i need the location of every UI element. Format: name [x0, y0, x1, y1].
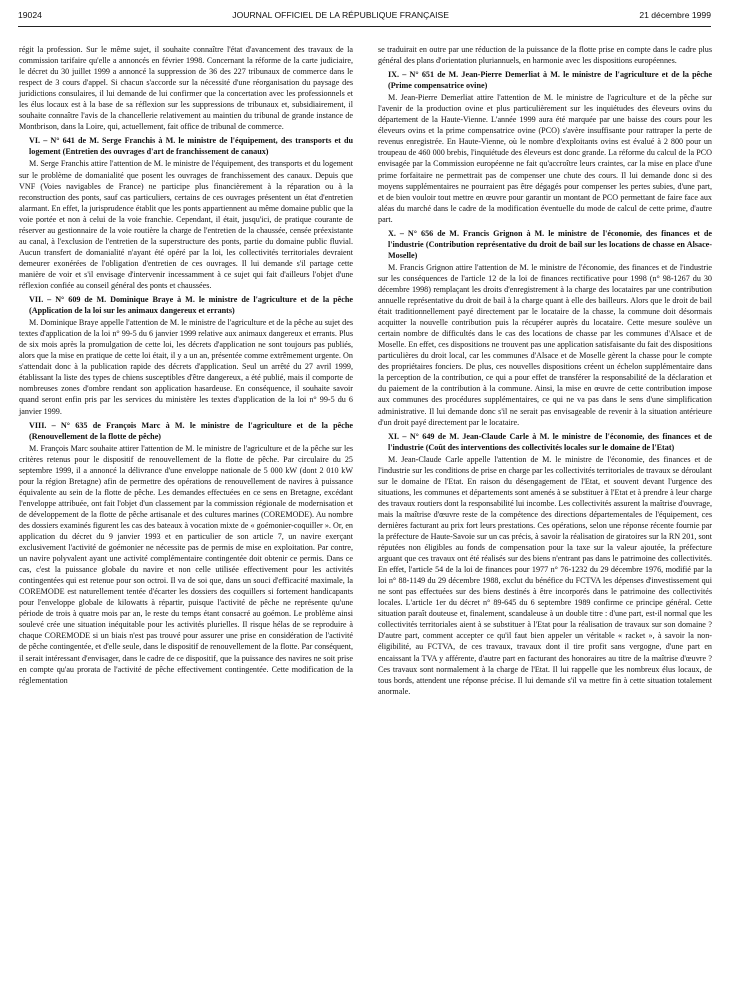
question-651-body: M. Jean-Pierre Demerliat attire l'attention de M. le ministre de l'agriculture et de la pêche sur l'avenir de la production ovine et plus particulièrement sur les inquiétudes des éleveurs ovins du département de la Haute-Vienne. L'année 1999 aura été marquée par une baisse des cours pour les éleveurs ovins et la prime compensatrice ovine (PCO) s'avère insuffisante pour rattraper la perte de revenus enregistrée. En Haute-Vienne, où le nombre d'exploitants ovins est évalué à 2 800 pour un troupeau de 460 000 brebis, l'inquiétude des éleveurs est donc grande. La réforme du calcul de la PCO envisagée par la Commission européenne ne fait qu'accroître leurs craintes, car la mise en place d'une prime forfaitaire ne permettrait pas de compenser une chute des cours. Il lui demande donc si des moyens supplémentaires ne pourraient pas être dégagés pour compenser les pertes subies, d'une part, et de bien vouloir tout mettre en œuvre pour garantir un montant de PCO permettant de faire face aux aléas du marché dans le cadre de la modification éventuelle du mode de calcul de cette prime, d'autre part. — [378, 93, 712, 224]
question-635-continuation: se traduirait en outre par une réduction de la puissance de la flotte prise en compte dans le cadre plus général des plans d'orientation pluriannuels, en harmonie avec les dispositions européennes. — [378, 45, 712, 66]
question-609-body: M. Dominique Braye appelle l'attention de M. le ministre de l'agriculture et de la pêche au sujet des textes d'application de la loi n° 99-5 du 6 janvier 1999 relative aux animaux dangereux et errants. Plus de six mois après la promulgation de cette loi, les décrets d'application ne sont toujours pas publiés, alors que la mise en pratique de cette loi était, il y a un an, présentée comme extrêmement urgente. On s'attendait donc à la publication rapide des décrets d'application. Seul un arrêté du 27 avril 1999, établissant la liste des types de chiens susceptibles d'être dangereux, a été publié, mais il comporte de nombreuses zones d'ombre rendant son application hasardeuse. En conséquence, il souhaite savoir quand seront enfin pris par les services du ministère les textes d'application de la loi n° 99-5 du 6 janvier 1999. — [19, 318, 353, 416]
journal-title: JOURNAL OFFICIEL DE LA RÉPUBLIQUE FRANÇAISE — [232, 10, 449, 20]
question-656-body: M. Francis Grignon attire l'attention de M. le ministre de l'économie, des finances et de l'industrie sur les conséquences de l'article 12 de la loi de finances rectificative pour 1998 (n° 98-1267 du 30 décembre 1998) remplaçant les droits d'enregistrement à la charge des locataires par une contribution annuelle représentative du droit de bail à la charge quant à elle des bailleurs. Alors que le droit de bail était traditionnellement payé directement par le locataire de la chasse, la commune doit désormais acquitter la nouvelle contribution puis la récupérer auprès du locataire. Cette mesure soulève un certain nombre de difficultés dans le cas des locations de chasse par les communes d'Alsace et de Moselle. En effet, ces dispositions ne trouvent pas une application satisfaisante du fait des dispositions particulières du droit local, car les communes d'Alsace et de Moselle gèrent la chasse pour le compte des propriétaires fonciers. De plus, ces nouvelles dispositions créent un échelon supplémentaire dans la perception de la contribution, ce qui a pour effet de transférer la responsabilité de la déclaration et du paiement de la contribution à la commune. Ainsi, la mise en œuvre de cette contribution impose aux communes des procédures supplémentaires, ce qui ne va pas dans le sens d'une simplification administrative. Il lui demande donc s'il ne serait pas envisageable de revenir à la situation antérieure d'un droit payé directement par le locataire. — [378, 262, 712, 427]
intro-paragraph: régit la profession. Sur le même sujet, il souhaite connaître l'état d'avancement des travaux de la commission tarifaire qu'elle a annoncés en février 1998. Concernant la réforme de la carte judiciaire, le décret du 30 juillet 1999 a annoncé la suppression de 36 des 227 tribunaux de commerce dans le respect de 3 cours d'appel. Si chacun s'accorde sur la nécessité d'une réorganisation du paysage des juridictions consulaires, il lui demande de lui confirmer que la concertation avec les professionnels et les élus locaux est à la base de sa réflexion sur les suppressions de tribunaux et, subsidiairement, il souhaite connaître l'avis de la chancellerie relativement au maintien du tribunal de grande instance de Montbrison, dans la Loire, qui, actuellement, fait office de tribunal de commerce. — [19, 45, 353, 132]
page-header — [18, 10, 711, 24]
question-635-heading: VIII. – N° 635 de François Marc à M. le ministre de l'agriculture et de la pêche (Renouvellement de la flotte de pêche) — [29, 420, 353, 441]
right-column — [378, 44, 712, 697]
question-656-heading: X. – N° 656 de M. Francis Grignon à M. le ministre de l'économie, des finances et de l'industrie (Contribution représentative du droit de bail sur les locations de chasse en Alsace-Moselle) — [388, 228, 712, 260]
issue-date: 21 décembre 1999 — [639, 10, 711, 20]
header-rule — [18, 26, 711, 27]
left-column — [19, 44, 353, 686]
question-635-body: M. François Marc souhaite attirer l'attention de M. le ministre de l'agriculture et de la pêche sur les critères retenus pour le dispositif de renouvellement de la flotte de pêche. Par circulaire du 25 septembre 1999, il a annoncé la délivrance d'une enveloppe nationale de 5 000 kW (dont 2 010 kW pour la région Bretagne) afin de permettre des opérations de renouvellement de navires à puissance équivalente au sein de la flotte de pêche. Les demandes effectuées en ce sens en Bretagne, excédant l'enveloppe attribuée, ont fait l'objet d'un classement par la commission régionale de modernisation et de développement de la flotte de pêche artisanale et des cultures marines (COREMODE). Au nombre des dossiers examinés figurent les cas des bateaux à vocation mixte de « goémonier-coquiller ». Or, en application du décret du 9 janvier 1993 et en particulier de son article 7, un navire exerçant exclusivement l'activité de goémonier ne nécessite pas de permis de mise en exploitation. Par contre, un navire polyvalent ayant une activité complémentaire contingentée doit obtenir ce permis. Dans ce cas, c'est la puissance globale du navire et non celle utilisée effectivement pour les activités contingentées qui est retenue pour son octroi. Il va de soi que, dans un souci d'efficacité maximale, la COREMODE est naturellement tentée d'écarter les dossiers des coquillers si fortement handicapants pour l'enveloppe globale de kilowatts à répartir, puisque l'activité de pêche ne représente qu'une période de trois à quatre mois par an, le reste du temps étant consacré au goémon. Le problème ainsi soulevé crée une situation inéquitable pour les activités plurielles. Il risque hélas de se reproduire à chaque COREMODE si un biais n'est pas trouvé pour assurer une prise en considération de l'activité de pêche contingentée, et d'elle seule, dans le dispositif de renouvellement de la flotte. Par conséquent, il serait intéressant d'envisager, dans le cadre de ce dispositif, que la puissance des navires ne soit prise en compte qu'au prorata de l'activité de pêche effectivement contingentée. Cette modification de la réglementation — [19, 443, 353, 685]
question-651-heading: IX. – N° 651 de M. Jean-Pierre Demerliat à M. le ministre de l'agriculture et de la pêche (Prime compensatrice ovine) — [388, 70, 712, 91]
question-641-heading: VI. – N° 641 de M. Serge Franchis à M. le ministre de l'équipement, des transports et du logement (Entretien des ouvrages d'art de franchissement de canaux) — [29, 136, 353, 157]
question-609-heading: VII. – N° 609 de M. Dominique Braye à M. le ministre de l'agriculture et de la pêche (Application de la loi sur les animaux dangereux et errants) — [29, 295, 353, 316]
question-641-body: M. Serge Franchis attire l'attention de M. le ministre de l'équipement, des transports et du logement sur le problème de domanialité que posent les ouvrages de franchissement des canaux. Depuis que VNF (Voies navigables de France) ne participe plus financièrement à la réparation ou à la reconstruction des ponts, sauf cas particuliers, certains de ces ouvrages présentent un état d'entretien alarmant. En effet, la jurisprudence établit que les ponts appartiennent au même domaine public que la voie portée et non à celui de la voie franchie. Cependant, il était, jusqu'ici, de pratique courante de réserver au gestionnaire de la voie routière la charge de l'entretien de la chaussée, censée préexistante au canal, à l'exclusion de l'entretien de la superstructure des ponts, partie du domaine public fluvial. Aucun transfert de domanialité n'ayant été opéré par la loi, les collectivités territoriales devraient demeurer exonérées de l'obligation d'entretien de ces ouvrages. Il lui demande s'il partage cette manière de voir et s'il envisage d'intervenir incessamment à ce sujet qui fait d'ailleurs l'objet d'une réflexion confiée au conseil général des ponts et chaussées. — [19, 159, 353, 290]
page-number: 19024 — [18, 10, 42, 20]
question-649-heading: XI. – N° 649 de M. Jean-Claude Carle à M. le ministre de l'économie, des finances et de l'industrie (Coût des interventions des collectivités locales sur le domaine de l'Etat) — [388, 431, 712, 452]
question-649-body: M. Jean-Claude Carle appelle l'attention de M. le ministre de l'économie, des finances et de l'industrie sur les conditions de prise en charge par les collectivités territoriales de travaux se déroulant sur le domaine de l'Etat. En raison du désengagement de l'Etat, et souvent devant l'urgence des situations, les communes et départements sont amenés à se substituer à l'Etat et à prendre à leur charge des travaux routiers dont la responsabilité lui incombe. Les collectivités assurent la maîtrise d'ouvrage, mais la maîtrise d'œuvre reste de la compétence des directions départementales de l'équipement, ces dernières facturant au prix fort leurs prestations. Ces opérations, selon une réponse récente fournie par la préfecture de Haute-Savoie sur un cas précis, à savoir la réalisation de giratoires sur la RN 201, sont réputées non éligibles au fonds de compensation pour la taxe sur la valeur ajoutée, la préfecture arguant que ces travaux ont été réalisés sur des biens n'entrant pas dans le patrimoine des collectivités. En effet, l'article 54 de la loi de finances pour 1977 n° 76-1232 du 29 décembre 1976, modifié par la loi n° 88-1149 du 29 décembre 1988, exclut du bénéfice du FCTVA les dépenses d'investissement qui ne sont pas effectuées sur des biens destinés à être incorporés dans le patrimoine des collectivités locales. L'article 1er du décret n° 89-645 du 6 septembre 1989 confirme ce principe général. Cette situation paraît douteuse et, finalement, scandaleuse à un double titre : d'une part, est-il normal que les collectivités territoriales aient à se substituer à l'Etat pour la réalisation de travaux sur son domaine ? D'autre part, comment accepter ce qu'il faut bien appeler un véritable « racket », à savoir la non-éligibilité, au FCTVA, de ces travaux, travaux dont il tire profit sans vergogne, d'une part en encaissant la TVA y afférente, d'autre part en facturant des honoraires au titre de la maîtrise d'œuvre ? Ces travaux sont normalement à la charge de l'Etat. Il lui rappelle que les nombreux élus locaux, de tous bords, attendent une réponse précise. Il lui demande s'il va mettre fin à cette situation totalement anormale. — [378, 454, 712, 696]
